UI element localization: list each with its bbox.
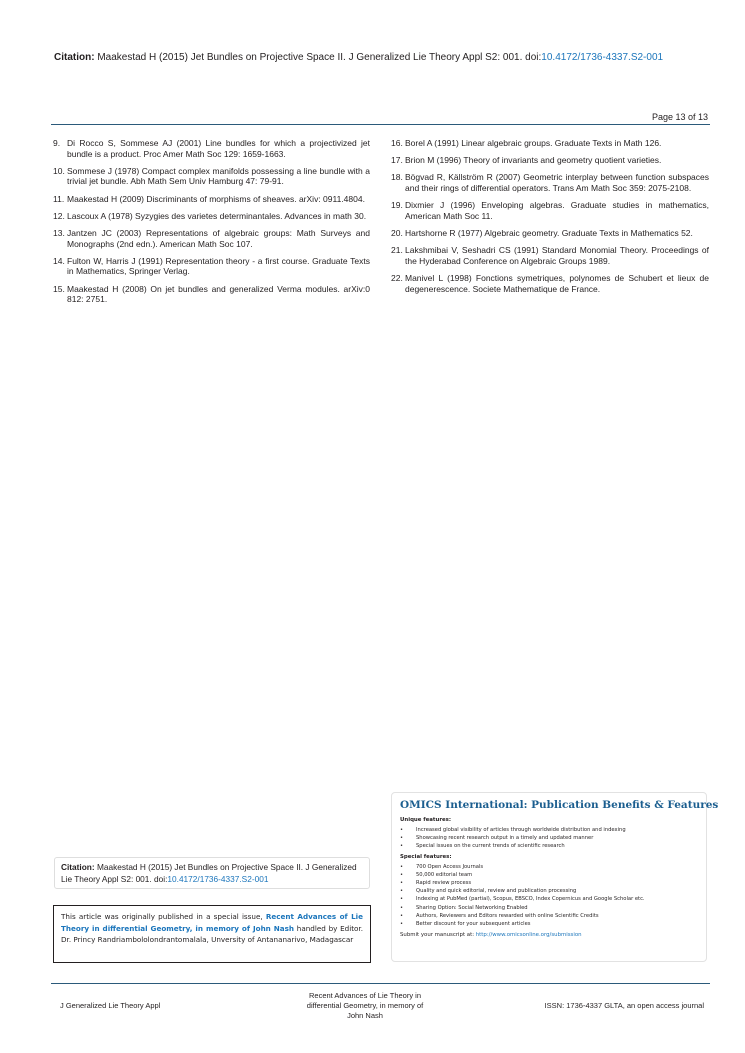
- reference-number: 14.: [53, 255, 65, 266]
- publication-benefits-box: [391, 792, 719, 962]
- reference-item: [53, 166, 370, 187]
- reference-number: 15.: [53, 283, 65, 294]
- feature-item: • Showcasing recent research output in a timely and updated manner: [400, 834, 698, 842]
- header-doi-link[interactable]: 10.4172/1736-4337.S2-001: [541, 52, 664, 63]
- reference-number: 22.: [391, 272, 403, 283]
- citation-box-label: Citation:: [61, 862, 95, 872]
- special-issue-suffix: handled by Editor. Dr. Princy Randriambololondrantomalala, Unversity of Antananarivo, Madagascar: [61, 923, 364, 944]
- footer-issue: [296, 991, 434, 1021]
- submit-label: Submit your manuscript at:: [400, 932, 476, 939]
- reference-item: [391, 228, 709, 239]
- references-right-column: [391, 138, 709, 301]
- feature-item: • Sharing Option: Social Networking Enabled: [400, 904, 698, 912]
- reference-item: [53, 211, 370, 222]
- reference-number: 21.: [391, 245, 403, 256]
- reference-text: Brion M (1996) Theory of invariants and geometry quotient varieties.: [405, 155, 662, 166]
- feature-item: • Special issues on the current trends of scientific research: [400, 842, 698, 850]
- footer-rule: [51, 983, 710, 984]
- references-left-column: [53, 138, 370, 311]
- reference-number: 11.: [53, 193, 65, 204]
- reference-number: 20.: [391, 227, 403, 238]
- unique-features-list: [400, 826, 698, 851]
- footer-issue-line-1: Recent Advances of Lie Theory in: [308, 991, 421, 1000]
- special-issue-note: [53, 905, 371, 963]
- special-features-list: [400, 863, 698, 929]
- reference-item: [53, 228, 370, 249]
- unique-features-label: Unique features:: [400, 817, 452, 823]
- reference-number: 9.: [53, 138, 61, 148]
- reference-item: [391, 172, 709, 193]
- reference-item: [53, 256, 370, 277]
- reference-number: 17.: [391, 155, 403, 166]
- reference-text: Di Rocco S, Sommese AJ (2001) Line bundles for which a projectivized jet bundle is a product. Proc Amer Math Soc 129: 1659-1663.: [67, 138, 370, 159]
- reference-text: Lascoux A (1978) Syzygies des varietes determinantales. Advances in math 30.: [67, 210, 367, 221]
- reference-item: [391, 200, 709, 221]
- citation-box: [54, 857, 370, 889]
- reference-number: 16.: [391, 138, 403, 148]
- page-number: Page 13 of 13: [651, 112, 708, 122]
- reference-number: 12.: [53, 210, 65, 221]
- feature-item: • Increased global visibility of articles through worldwide distribution and indexing: [400, 826, 698, 834]
- feature-item: • 50,000 editorial team: [400, 871, 698, 879]
- header-rule: [51, 124, 710, 125]
- header-citation-text: Maakestad H (2015) Jet Bundles on Projective Space II. J Generalized Lie Theory Appl S2: 001. doi:: [94, 52, 542, 63]
- special-features-label: Special features:: [400, 853, 452, 860]
- reference-text: Dixmier J (1996) Enveloping algebras. Graduate studies in mathematics, American Math Soc 11.: [405, 200, 709, 221]
- footer-issue-line-3: John Nash: [347, 1011, 383, 1020]
- footer-issn: ISSN: 1736-4337 GLTA, an open access journal: [544, 1001, 704, 1010]
- reference-text: Lakshmibai V, Seshadri CS (1991) Standard Monomial Theory. Proceedings of the Hyderabad Conference on Algebraic Groups 1989.: [405, 245, 709, 266]
- feature-item: • Authors, Reviewers and Editors rewarded with online Scientific Credits: [400, 912, 698, 920]
- benefits-title: OMICS International: Publication Benefits & Features: [400, 799, 719, 811]
- submit-link[interactable]: http://www.omicsonline.org/submission: [475, 932, 582, 939]
- reference-number: 10.: [53, 165, 65, 176]
- feature-item: • Better discount for your subsequent articles: [400, 920, 698, 928]
- reference-text: Maakestad H (2009) Discriminants of morphisms of sheaves. arXiv: 0911.4804.: [67, 193, 365, 204]
- reference-text: Manivel L (1998) Fonctions symetriques, polynomes de Schubert et lieux de degenerescence. Societe Mathematique de France.: [405, 272, 709, 294]
- reference-item: [53, 138, 370, 159]
- reference-item: [53, 284, 370, 305]
- reference-text: Hartshorne R (1977) Algebraic geometry. Graduate Texts in Mathematics 52.: [405, 227, 693, 238]
- reference-item: [53, 194, 370, 205]
- feature-item: • Quality and quick editorial, review and publication processing: [400, 887, 698, 895]
- feature-item: • 700 Open Access Journals: [400, 863, 698, 871]
- submit-manuscript: [400, 932, 698, 938]
- reference-text: Sommese J (1978) Compact complex manifolds possessing a line bundle with a trivial jet bundle. Abh Math Sem Univ Hamburg 47: 79-91.: [67, 165, 370, 187]
- reference-number: 19.: [391, 200, 403, 211]
- footer-journal: J Generalized Lie Theory Appl: [60, 1001, 161, 1010]
- citation-box-doi-link[interactable]: 10.4172/1736-4337.S2-001: [167, 873, 269, 884]
- reference-text: Bögvad R, Källström R (2007) Geometric interplay between function subspaces and their rings of differential operators. Trans Am Math Soc 359: 2075-2108.: [405, 172, 709, 193]
- header-citation: [54, 51, 714, 64]
- reference-text: Fulton W, Harris J (1991) Representation theory - a first course. Graduate Texts in Mathematics, Springer Verlag.: [67, 255, 370, 277]
- citation-box-text: Maakestad H (2015) Jet Bundles on Projective Space II. J Generalized Lie Theory Appl S2: 001. doi:: [61, 862, 357, 884]
- header-citation-label: Citation:: [54, 52, 95, 63]
- feature-item: • Indexing at PubMed (partial), Scopus, EBSCO, Index Copernicus and Google Scholar etc.: [400, 895, 698, 903]
- reference-text: Borel A (1991) Linear algebraic groups. Graduate Texts in Math 126.: [405, 138, 662, 148]
- reference-item: [391, 273, 709, 294]
- reference-text: Maakestad H (2008) On jet bundles and generalized Verma modules. arXiv:0 812: 2751.: [67, 283, 370, 305]
- footer-issue-line-2: differential Geometry, in memory of: [306, 1001, 424, 1010]
- reference-text: Jantzen JC (2003) Representations of algebraic groups: Math Surveys and Monographs (2nd edn.). American Math Soc 107.: [67, 227, 370, 249]
- reference-item: [391, 245, 709, 266]
- reference-item: [391, 138, 709, 149]
- special-issue-prefix: This article was originally published in a special issue,: [61, 912, 266, 921]
- reference-number: 18.: [391, 172, 403, 183]
- special-issue-link[interactable]: Recent Advances of Lie Theory in differential Geometry, in memory of John Nash: [61, 912, 363, 933]
- feature-item: • Rapid review process: [400, 879, 698, 887]
- reference-item: [391, 155, 709, 166]
- reference-number: 13.: [53, 227, 65, 238]
